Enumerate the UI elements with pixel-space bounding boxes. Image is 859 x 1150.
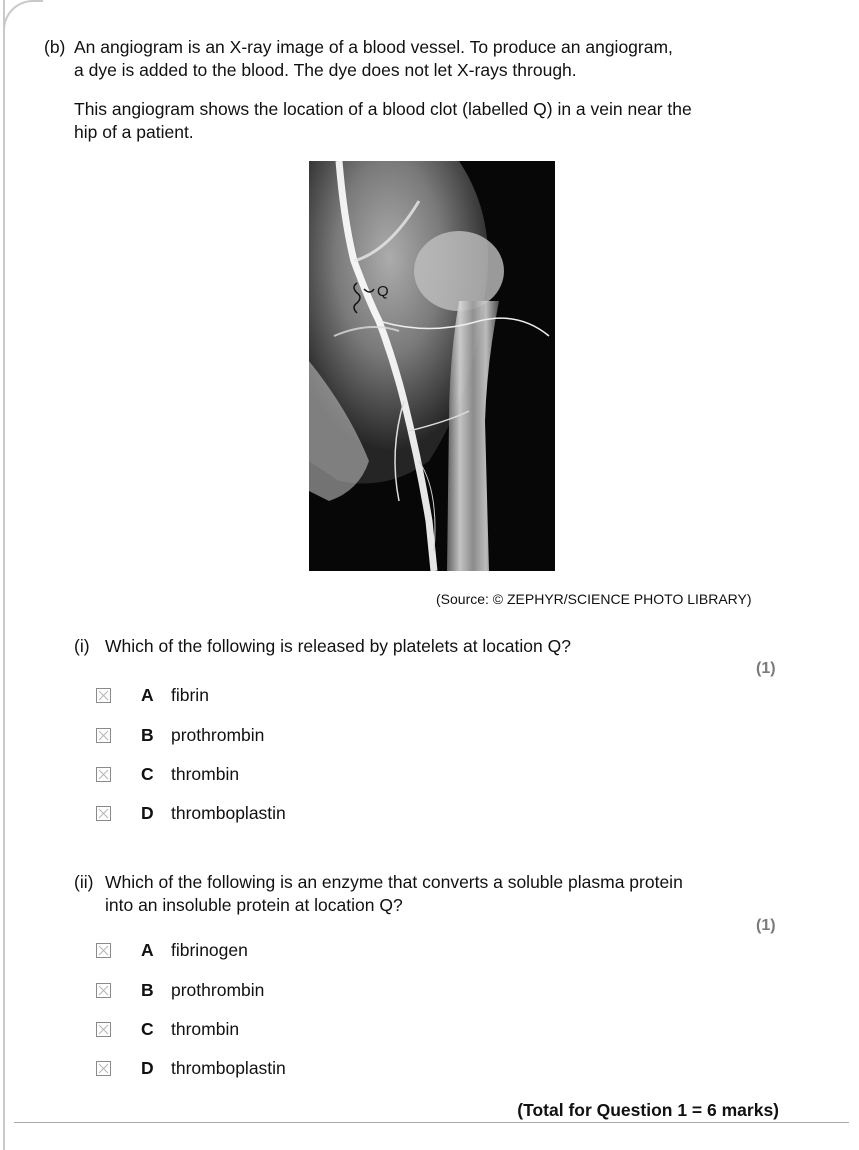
question-ii-text-line-1: Which of the following is an enzyme that converts a soluble plasma protein: [105, 872, 683, 892]
checkbox-icon[interactable]: [96, 728, 111, 743]
image-source-credit: (Source: © ZEPHYR/SCIENCE PHOTO LIBRARY): [436, 591, 752, 607]
intro-line-2: a dye is added to the blood. The dye does not let X-rays through.: [74, 60, 577, 80]
option-text: thrombin: [171, 1019, 240, 1039]
question-total: (Total for Question 1 = 6 marks): [517, 1100, 779, 1120]
option-text: fibrinogen: [171, 940, 248, 960]
option-letter: B: [141, 980, 154, 1000]
option-text: thrombin: [171, 764, 240, 784]
bottom-divider: [14, 1122, 849, 1123]
intro-line-4: hip of a patient.: [74, 122, 194, 142]
checkbox-icon[interactable]: [96, 767, 111, 782]
checkbox-icon[interactable]: [96, 688, 111, 703]
question-i-label: (i): [74, 636, 90, 656]
intro-line-3: This angiogram shows the location of a blood clot (labelled Q) in a vein near the: [74, 99, 692, 119]
checkbox-icon[interactable]: [96, 1061, 111, 1076]
option-letter: C: [141, 1019, 154, 1039]
checkbox-icon[interactable]: [96, 806, 111, 821]
clot-marker-label: Q: [377, 283, 389, 300]
option-letter: C: [141, 764, 154, 784]
option-letter: A: [141, 685, 154, 705]
option-letter: D: [141, 1058, 154, 1078]
option-letter: D: [141, 803, 154, 823]
intro-line-1: An angiogram is an X-ray image of a blood vessel. To produce an angiogram,: [74, 37, 673, 57]
question-i-text: Which of the following is released by platelets at location Q?: [105, 636, 571, 656]
part-label: (b): [44, 37, 66, 57]
checkbox-icon[interactable]: [96, 1022, 111, 1037]
checkbox-icon[interactable]: [96, 943, 111, 958]
question-ii-label: (ii): [74, 872, 94, 892]
option-text: thromboplastin: [171, 803, 286, 823]
angiogram-image: [309, 161, 555, 571]
checkbox-icon[interactable]: [96, 983, 111, 998]
option-text: thromboplastin: [171, 1058, 286, 1078]
question-i-marks: (1): [756, 660, 776, 677]
question-ii-marks: (1): [756, 917, 776, 934]
angiogram-drawing: [309, 161, 555, 571]
page-frame-corner: [3, 0, 43, 30]
option-text: prothrombin: [171, 980, 265, 1000]
option-letter: B: [141, 725, 154, 745]
option-text: fibrin: [171, 685, 209, 705]
page-frame-left: [3, 0, 5, 1150]
question-ii-text-line-2: into an insoluble protein at location Q?: [105, 895, 403, 915]
option-letter: A: [141, 940, 154, 960]
option-text: prothrombin: [171, 725, 265, 745]
